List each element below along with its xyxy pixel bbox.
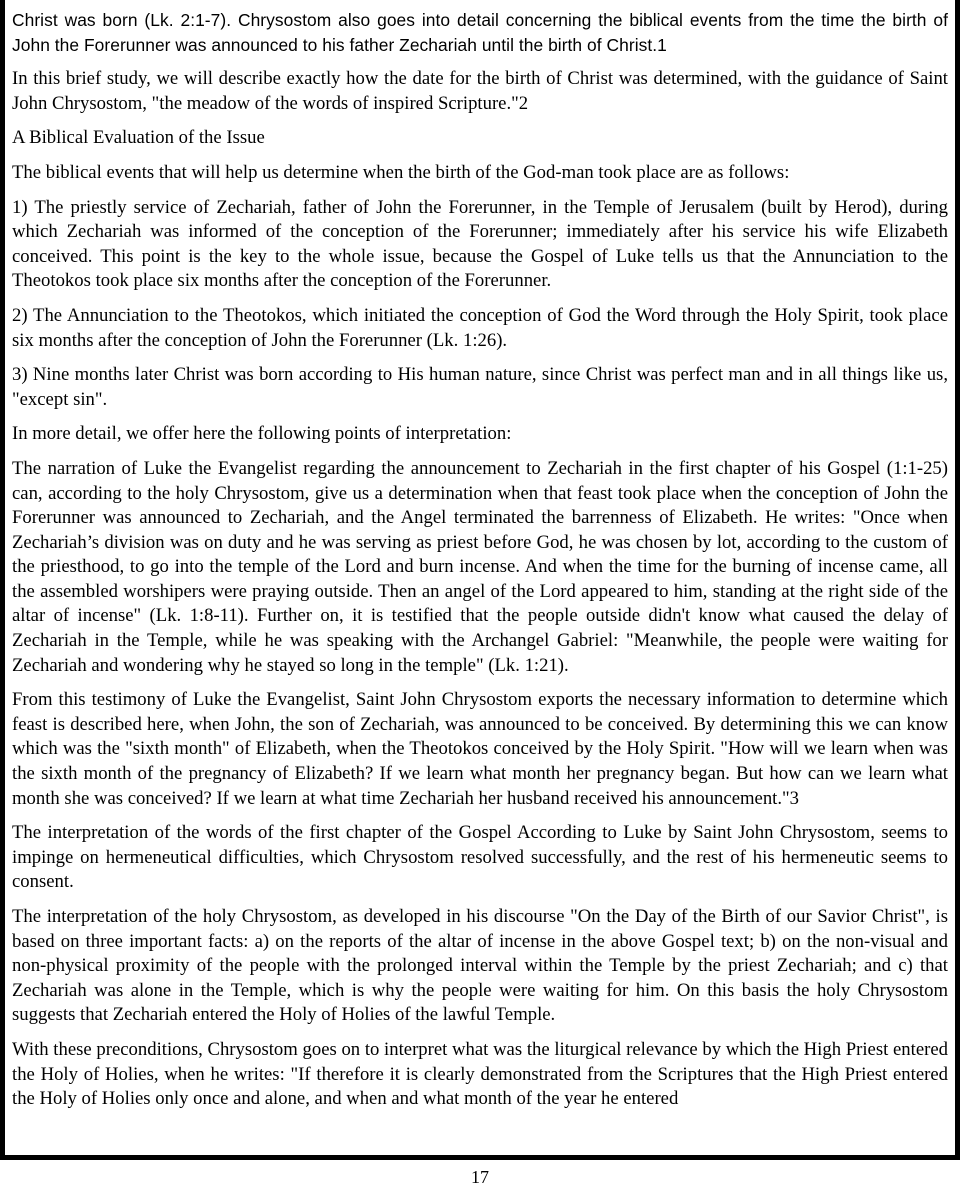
paragraph-events-intro: The biblical events that will help us determine when the birth of the God-man took place are as follows: xyxy=(12,161,790,183)
paragraph-interpretation-intro: In more detail, we offer here the following points of interpretation: xyxy=(12,423,512,445)
paragraph-chrysostom-testimony: From this testimony of Luke the Evangelist, Saint John Chrysostom exports the necessary information to determine which feast is described here, when John, the son of Zechariah, was announced to be conceived. By determining this we can know which was the "sixth month" of Elizabeth, when the Theotokos conceived by the Holy Spirit. "How will we learn when was the sixth month of the pregnancy of Elizabeth? If we learn what month her pregnancy began. But how can we learn what month she was conceived? If we learn at what time Zechariah her husband received his announcement."3 xyxy=(12,689,948,809)
paragraph-point-2: 2) The Annunciation to the Theotokos, which initiated the conception of God the Word through the Holy Spirit, took place six months after the conception of John the Forerunner (Lk. 1:26). xyxy=(12,304,948,351)
paragraph-intro-continued: Christ was born (Lk. 2:1-7). Chrysostom also goes into detail concerning the biblical events from the time the birth of John the Forerunner was announced to his father Zechariah until the birth of Christ.1 xyxy=(12,10,948,55)
paragraph-preconditions: With these preconditions, Chrysostom goes on to interpret what was the liturgical relevance by which the High Priest entered the Holy of Holies, when he writes: "If therefore it is clearly demonstrated from the Scriptures that the High Priest entered the Holy of Holies only once and alone, and when and what month of the year he entered xyxy=(12,1038,948,1110)
section-heading: A Biblical Evaluation of the Issue xyxy=(12,127,265,149)
paragraph-point-3: 3) Nine months later Christ was born according to His human nature, since Christ was perfect man and in all things like us, "except sin". xyxy=(12,364,948,410)
paragraph-luke-narration: The narration of Luke the Evangelist regarding the announcement to Zechariah in the first chapter of his Gospel (1:1-25) can, according to the holy Chrysostom, give us a determination when that feast took place when the conception of John the Forerunner was announced to Zechariah, and the Angel terminated the barrenness of Elizabeth. He writes: "Once when Zechariah’s division was on duty and he was serving as priest before God, he was chosen by lot, according to the custom of the priesthood, to go into the temple of the Lord and burn incense. And when the time for the burning of incense came, all the assembled worshipers were praying outside. Then an angel of the Lord appeared to him, standing at the right side of the altar of incense" (Lk. 1:8-11). Further on, it is testified that the people outside didn't know what caused the delay of Zechariah in the Temple, while he was speaking with the Archangel Gabriel: "Meanwhile, the people were waiting for Zechariah and wondering why he stayed so long in the temple" (Lk. 1:21). xyxy=(12,457,948,676)
page-number: 17 xyxy=(471,1167,489,1187)
paragraph-point-1: 1) The priestly service of Zechariah, father of John the Forerunner, in the Temple of Jerusalem (built by Herod), during which Zechariah was informed of the conception of the Forerunner; immediately after his service his wife Elizabeth conceived. This point is the key to the whole issue, because the Gospel of Luke tells us that the Annunciation to the Theotokos took place six months after the conception of the Forerunner. xyxy=(12,196,948,292)
paragraph-study-purpose: In this brief study, we will describe exactly how the date for the birth of Christ was determined, with the guidance of Saint John Chrysostom, "the meadow of the words of inspired Scripture."2 xyxy=(12,68,948,114)
paragraph-three-facts: The interpretation of the holy Chrysostom, as developed in his discourse "On the Day of the Birth of our Savior Christ", is based on three important facts: a) on the reports of the altar of incense in the above Gospel text; b) on the non-visual and non-physical proximity of the people with the prolonged interval within the Temple by the priest Zechariah; and c) that Zechariah was alone in the Temple, which is why the people were waiting for him. On this basis the holy Chrysostom suggests that Zechariah entered the Holy of Holies of the lawful Temple. xyxy=(12,906,948,1026)
paragraph-hermeneutics: The interpretation of the words of the first chapter of the Gospel According to Luke by Saint John Chrysostom, seems to impinge on hermeneutical difficulties, which Chrysostom resolved successfully, and the rest of his hermeneutic seems to consent. xyxy=(12,822,948,893)
